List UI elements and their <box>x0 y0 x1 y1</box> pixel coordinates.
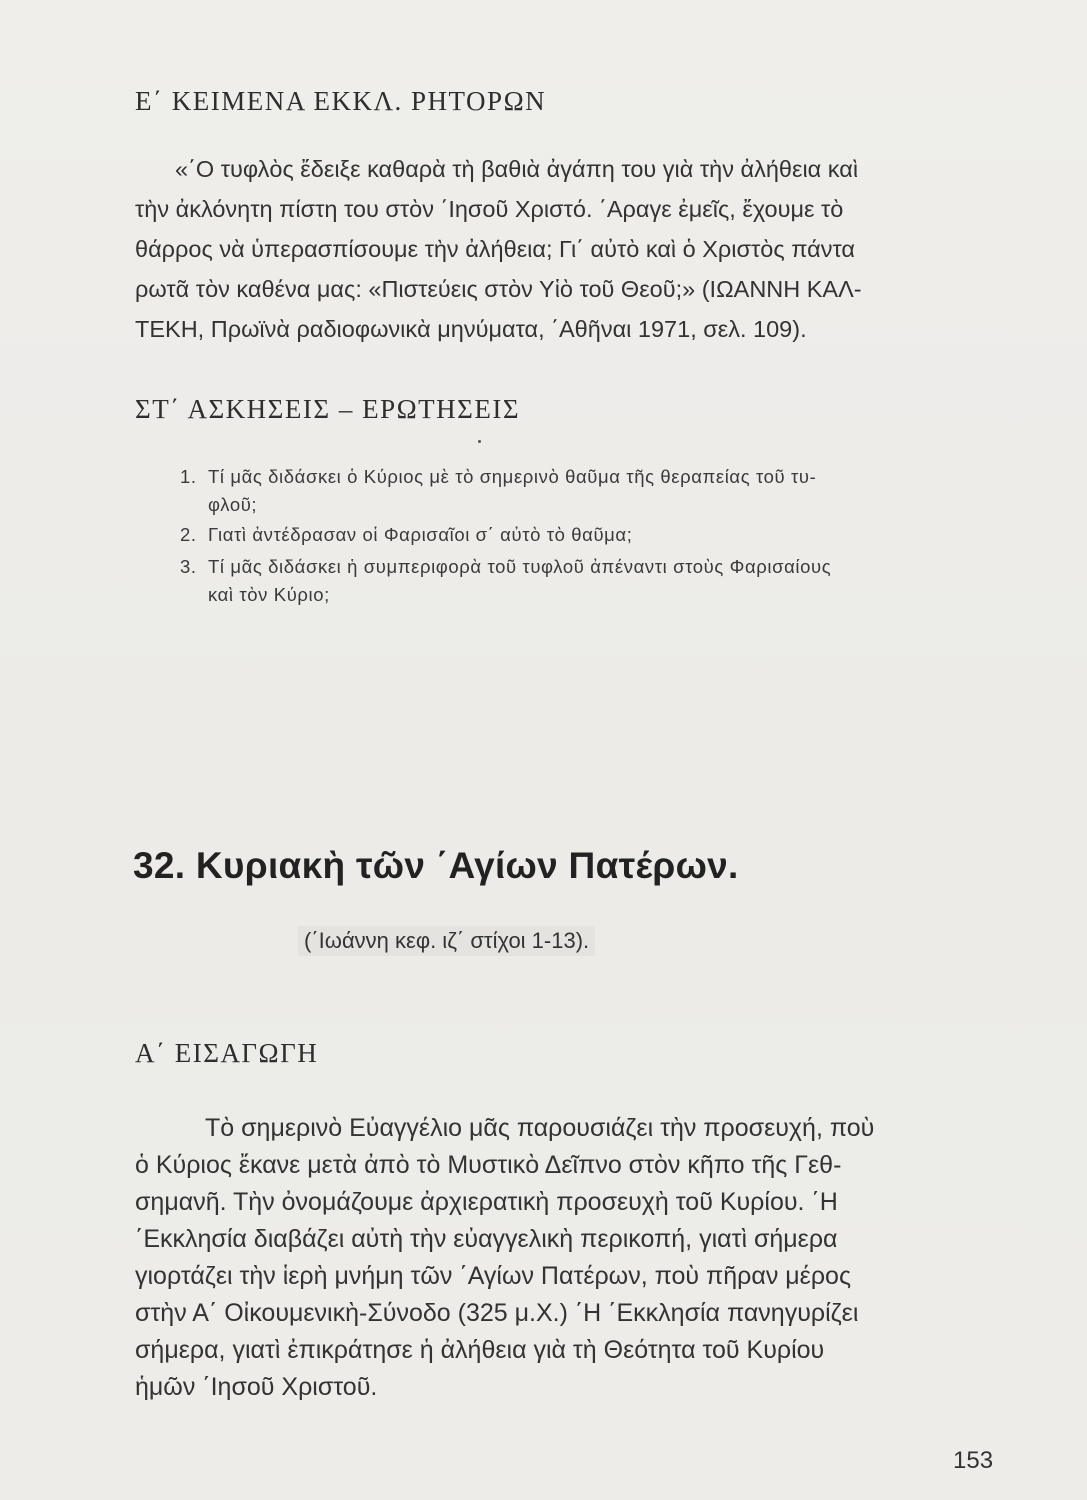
quote-line-2: τὴν ἀκλόνητη πίστη του στὸν ΄Ιησοῦ Χριστό. ΄Αραγε ἐμεῖς, ἔχουμε τὸ <box>135 196 844 222</box>
section-32-title: 32. Κυριακὴ τῶν ΄Αγίων Πατέρων. <box>133 845 739 886</box>
exercise-number-3: 3. <box>180 556 197 577</box>
exercises-heading: ΣΤ΄ ΑΣΚΗΣΕΙΣ – ΕΡΩΤΗΣΕΙΣ <box>135 394 521 424</box>
decorative-dot <box>478 440 481 443</box>
page-number: 153 <box>953 1447 994 1474</box>
intro-line-2: ὁ Κύριος ἔκανε μετὰ ἀπὸ τὸ Μυστικὸ Δεῖπνο στὸν κῆπο τῆς Γεθ- <box>135 1151 842 1179</box>
exercise-text-2: Γιατὶ ἀντέδρασαν οἱ Φαρισαῖοι σ΄ αὐτὸ τὸ θαῦμα; <box>208 524 633 545</box>
exercise-number-2: 2. <box>180 524 197 545</box>
intro-line-7: σήμερα, γιατὶ ἐπικράτησε ἡ ἀλήθεια γιὰ τὴ Θεότητα τοῦ Κυρίου <box>135 1336 825 1364</box>
exercise-text-3: Τί μᾶς διδάσκει ἡ συμπεριφορὰ τοῦ τυφλοῦ ἀπέναντι στοὺς Φαρισαίους <box>208 556 832 577</box>
section-heading-e: Ε΄ ΚΕΙΜΕΝΑ ΕΚΚΛ. ΡΗΤΟΡΩΝ <box>135 86 547 116</box>
exercise-text-1-cont: φλοῦ; <box>208 494 258 515</box>
intro-line-1: Τὸ σημερινὸ Εὐαγγέλιο μᾶς παρουσιάζει τὴν προσευχή, ποὺ <box>205 1114 875 1142</box>
intro-line-6: στὴν Α΄ Οἰκουμενικὴ-Σύνοδο (325 μ.Χ.) ΄Η ΄Εκκλησία πανηγυρίζει <box>135 1299 859 1327</box>
quote-line-1: «΄Ο τυφλὸς ἔδειξε καθαρὰ τὴ βαθιὰ ἀγάπη του γιὰ τὴν ἀλήθεια καὶ <box>175 156 859 182</box>
intro-line-8: ἡμῶν ΄Ιησοῦ Χριστοῦ. <box>135 1373 378 1401</box>
intro-line-4: ΄Εκκλησία διαβάζει αὐτὴ τὴν εὐαγγελικὴ περικοπή, γιατὶ σήμερα <box>135 1225 838 1253</box>
quote-line-4: ρωτᾶ τὸν καθένα μας: «Πιστεύεις στὸν Υἱὸ τοῦ Θεοῦ;» (ΙΩΑΝΝΗ ΚΑΛ- <box>135 276 862 302</box>
quote-line-3: θάρρος νὰ ὑπερασπίσουμε τὴν ἀλήθεια; Γι΄ αὐτὸ καὶ ὁ Χριστὸς πάντα <box>135 236 855 262</box>
intro-line-5: γιορτάζει τὴν ἱερὴ μνήμη τῶν ΄Αγίων Πατέρων, ποὺ πῆραν μέρος <box>135 1262 852 1290</box>
exercise-text-1: Τί μᾶς διδάσκει ὁ Κύριος μὲ τὸ σημερινὸ θαῦμα τῆς θεραπείας τοῦ τυ- <box>208 466 817 487</box>
exercise-number-1: 1. <box>180 466 197 487</box>
introduction-heading: Α΄ ΕΙΣΑΓΩΓΗ <box>135 1038 319 1068</box>
quote-line-5: ΤΕΚΗ, Πρωϊνὰ ραδιοφωνικὰ μηνύματα, ΄Αθῆναι 1971, σελ. 109). <box>135 316 807 342</box>
exercise-text-3-cont: καὶ τὸν Κύριο; <box>208 584 330 605</box>
section-32-subtitle: (΄Ιωάννη κεφ. ιζ΄ στίχοι 1-13). <box>298 926 595 956</box>
intro-line-3: σημανῆ. Τὴν ὀνομάζουμε ἀρχιερατικὴ προσευχὴ τοῦ Κυρίου. ΄Η <box>135 1188 838 1216</box>
